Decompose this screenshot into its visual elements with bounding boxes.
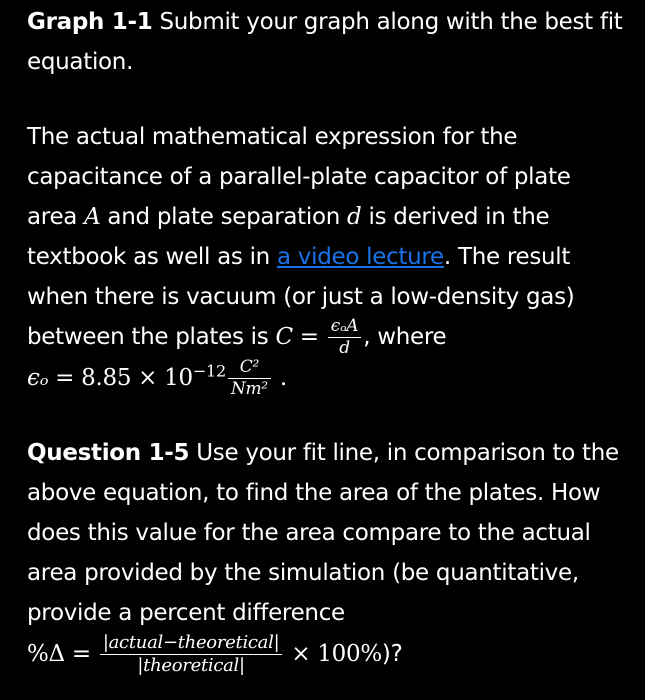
epsilon-symbol: ϵₒ (27, 364, 49, 391)
percent-difference-formula (27, 632, 403, 677)
epsilon-value: = 8.85 × 10 (48, 364, 193, 391)
intro-part4: . The result when there is vacuum (or just a low-density gas) between the plates is (27, 244, 575, 350)
pct-lhs: %Δ = (27, 641, 98, 668)
question-text: Use your fit line, in comparison to the above equation, to find the area of the plates. How does this value for the area compare to the actual area provided by the simulation (be quantitative, provide a percent difference (27, 440, 619, 627)
graph-instruction (27, 2, 627, 82)
pct-denominator: |theoretical| (137, 655, 245, 677)
pct-fraction (100, 633, 282, 676)
paragraph-spacer (27, 398, 627, 433)
pct-end: )? (381, 641, 403, 668)
epsilon-exponent: −12 (192, 361, 226, 381)
capacitance-denominator: d (339, 338, 350, 358)
graph-text: Submit your graph along with the best fit equation. (27, 9, 623, 75)
intro-part1: The actual mathematical expression for the capacitance of a parallel-plate capacitor of plate area (27, 124, 571, 230)
pct-rhs: × 100% (284, 641, 382, 668)
var-area: A (84, 204, 101, 230)
paragraph-spacer (27, 82, 627, 117)
unit-fraction (228, 358, 271, 398)
var-separation: d (347, 204, 362, 230)
unit-denominator: Nm² (230, 378, 268, 399)
capacitance-fraction (328, 317, 361, 357)
intro-paragraph (27, 117, 627, 398)
question-label: Question 1-5 (27, 440, 190, 467)
video-lecture-link[interactable]: a video lecture (276, 244, 444, 270)
intro-part3: is derived in the textbook as well as in (27, 204, 550, 270)
document-content (27, 2, 627, 676)
intro-part5: , where (363, 324, 447, 350)
eq-sign: = (292, 324, 326, 350)
eq-lhs: C (275, 324, 293, 350)
graph-label: Graph 1-1 (27, 9, 153, 35)
capacitance-numerator: ϵₒA (328, 317, 361, 338)
end-dot: . (272, 364, 287, 391)
intro-part2: and plate separation (100, 204, 348, 230)
pct-numerator: |actual−theoretical| (100, 633, 282, 655)
question-paragraph (27, 433, 627, 676)
unit-numerator: C² (228, 358, 271, 379)
